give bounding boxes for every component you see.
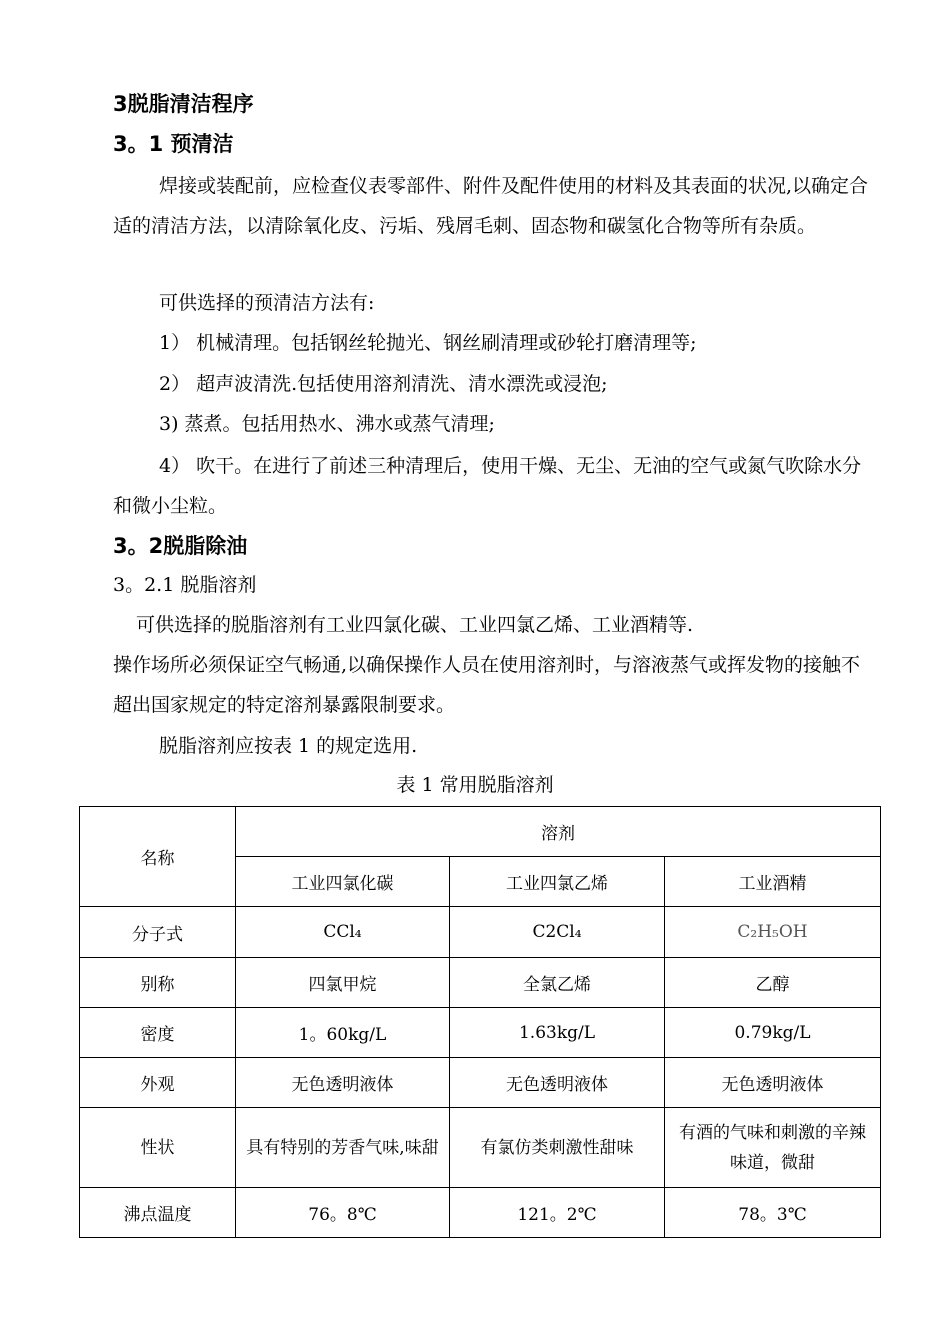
degrease-paragraph-1: 可供选择的脱脂溶剂有工业四氯化碳、工业四氯乙烯、工业酒精等. <box>136 614 694 636</box>
table-row <box>80 958 881 1008</box>
table-cell: 乙醇 <box>665 958 881 1008</box>
pre-clean-item-3: 3) 蒸煮。包括用热水、沸水或蒸气清理; <box>159 413 495 435</box>
row-label: 密度 <box>80 1008 236 1058</box>
table-cell: 78。3℃ <box>665 1188 881 1238</box>
table-cell: 无色透明液体 <box>236 1058 450 1108</box>
table-cell: C2Cl₄ <box>450 907 665 958</box>
pre-clean-intro: 可供选择的预清洁方法有: <box>159 292 375 314</box>
row-label: 分子式 <box>80 907 236 958</box>
row-label: 外观 <box>80 1058 236 1108</box>
pre-clean-paragraph: 焊接或装配前，应检查仪表零部件、附件及配件使用的材料及其表面的状况,以确定合适的清洁方法，以清除氧化皮、污垢、残屑毛刺、固态物和碳氢化合物等所有杂质。 <box>113 175 869 237</box>
table-row <box>80 1058 881 1108</box>
table-cell: 0.79kg/L <box>665 1008 881 1058</box>
column-header: 工业四氯乙烯 <box>450 857 665 907</box>
solvent-group-header: 溶剂 <box>236 807 881 857</box>
degrease-sub-heading: 3。2.1 脱脂溶剂 <box>113 574 257 596</box>
table-cell: 1.63kg/L <box>450 1008 665 1058</box>
name-header-cell: 名称 <box>80 807 236 907</box>
table-cell: 具有特别的芳香气味,味甜 <box>236 1108 450 1188</box>
table-cell: 无色透明液体 <box>665 1058 881 1108</box>
pre-clean-item-1: 1） 机械清理。包括钢丝轮抛光、钢丝刷清理或砂轮打磨清理等; <box>159 332 697 354</box>
row-label: 别称 <box>80 958 236 1008</box>
column-header: 工业四氯化碳 <box>236 857 450 907</box>
table-caption: 表 1 常用脱脂溶剂 <box>396 774 554 796</box>
degrease-heading: 3。2脱脂除油 <box>113 534 248 558</box>
solvent-table <box>79 806 881 1238</box>
degrease-paragraph-2: 操作场所必须保证空气畅通,以确保操作人员在使用溶剂时，与溶液蒸气或挥发物的接触不超出国家规定的特定溶剂暴露限制要求。 <box>113 654 861 716</box>
column-header: 工业酒精 <box>665 857 881 907</box>
table-cell: CCl₄ <box>236 907 450 958</box>
table-cell: 有氯仿类刺激性甜味 <box>450 1108 665 1188</box>
section-title: 3脱脂清洁程序 <box>113 92 254 116</box>
table-row <box>80 1108 881 1188</box>
table-cell: 全氯乙烯 <box>450 958 665 1008</box>
pre-clean-heading: 3。1 预清洁 <box>113 132 234 156</box>
table-cell: 121。2℃ <box>450 1188 665 1238</box>
degrease-paragraph-3: 脱脂溶剂应按表 1 的规定选用. <box>159 735 418 757</box>
table-cell: 76。8℃ <box>236 1188 450 1238</box>
table-row <box>80 907 881 958</box>
table-header-row <box>80 807 881 857</box>
table-cell: 四氯甲烷 <box>236 958 450 1008</box>
pre-clean-item-4: 4） 吹干。在进行了前述三种清理后，使用干燥、无尘、无油的空气或氮气吹除水分和微小尘粒。 <box>113 455 862 517</box>
table-row <box>80 1188 881 1238</box>
table-cell: 无色透明液体 <box>450 1058 665 1108</box>
table-cell: 1。60kg/L <box>236 1008 450 1058</box>
row-label: 沸点温度 <box>80 1188 236 1238</box>
table-cell: 有酒的气味和刺激的辛辣味道，微甜 <box>665 1108 881 1188</box>
table-cell: C₂H₅OH <box>665 907 881 958</box>
row-label: 性状 <box>80 1108 236 1188</box>
table-row <box>80 1008 881 1058</box>
pre-clean-item-2: 2） 超声波清洗.包括使用溶剂清洗、清水漂洗或浸泡; <box>159 373 608 395</box>
